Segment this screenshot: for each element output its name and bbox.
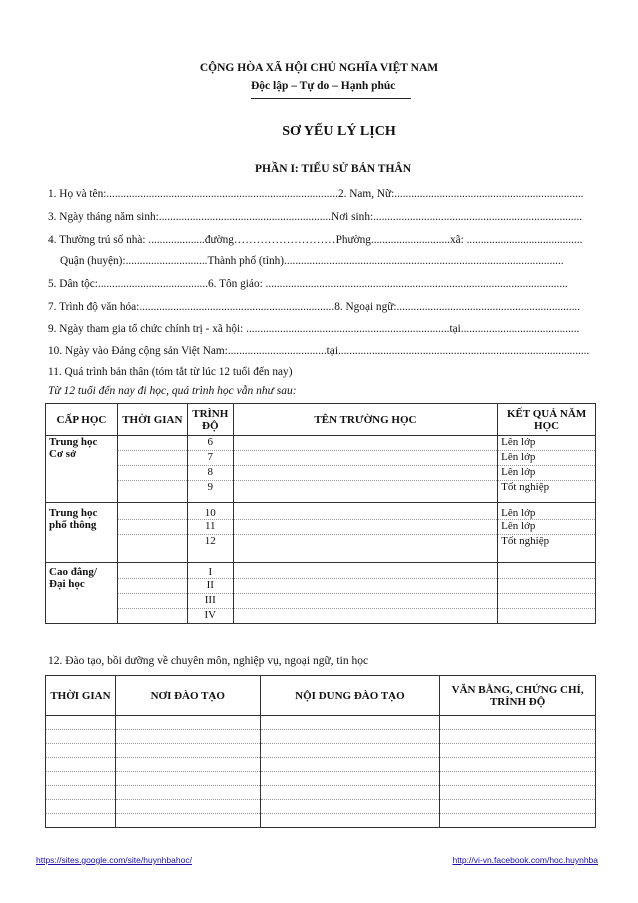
header-result: KẾT QUẢ NĂM HỌC (498, 404, 596, 436)
header-training-content: NỘI DUNG ĐÀO TẠO (260, 676, 440, 716)
result-cell: Lên lớp (498, 503, 596, 520)
training-table (45, 675, 596, 828)
training-cell[interactable] (46, 758, 116, 772)
training-cell[interactable] (46, 786, 116, 800)
training-cell[interactable] (46, 744, 116, 758)
result-cell (498, 594, 596, 609)
header-training-place: NƠI ĐÀO TẠO (115, 676, 260, 716)
training-cell[interactable] (115, 758, 260, 772)
training-cell[interactable] (440, 800, 596, 814)
motto-underline (251, 98, 411, 99)
result-cell: Lên lớp (498, 451, 596, 466)
grade-cell: II (187, 579, 233, 594)
field-party[interactable]: 10. Ngày vào Đảng cộng sản Việt Nam:...................................tại......................................................................................... (48, 345, 590, 357)
header-level: CẤP HỌC (46, 404, 118, 436)
training-cell[interactable] (115, 786, 260, 800)
field-political-org[interactable]: 9. Ngày tham gia tổ chức chính trị - xã hội: ........................................................................tại.......................................... (48, 323, 580, 335)
training-cell[interactable] (115, 800, 260, 814)
training-cell[interactable] (260, 758, 440, 772)
training-cell[interactable] (115, 814, 260, 828)
training-cell[interactable] (260, 716, 440, 730)
time-cell[interactable] (117, 563, 187, 579)
result-cell (498, 609, 596, 624)
training-cell[interactable] (440, 744, 596, 758)
header-school: TÊN TRƯỜNG HỌC (233, 404, 497, 436)
grade-cell: 6 (187, 436, 233, 451)
school-cell[interactable] (233, 520, 497, 535)
section-1-title: PHẦN I: TIỂU SỬ BẢN THÂN (254, 163, 412, 175)
document-title: SƠ YẾU LÝ LỊCH (282, 124, 396, 139)
time-cell[interactable] (117, 466, 187, 481)
training-cell[interactable] (260, 730, 440, 744)
national-motto: Độc lập – Tự do – Hạnh phúc (251, 80, 396, 92)
training-cell[interactable] (440, 814, 596, 828)
time-cell[interactable] (117, 579, 187, 594)
time-cell[interactable] (117, 535, 187, 563)
result-cell: Tốt nghiệp (498, 481, 596, 503)
field-address[interactable]: 4. Thường trú số nhà: ....................đường………………………Phường............................xã: ......................................... (48, 234, 583, 246)
level-cell: Trung học Cơ sở (46, 436, 118, 503)
training-cell[interactable] (440, 772, 596, 786)
result-cell: Tốt nghiệp (498, 535, 596, 563)
grade-cell: 10 (187, 503, 233, 520)
training-cell[interactable] (440, 716, 596, 730)
training-cell[interactable] (115, 772, 260, 786)
school-cell[interactable] (233, 466, 497, 481)
school-cell[interactable] (233, 503, 497, 520)
training-cell[interactable] (46, 814, 116, 828)
header-time: THỜI GIAN (117, 404, 187, 436)
school-cell[interactable] (233, 563, 497, 579)
school-cell[interactable] (233, 436, 497, 451)
field-district[interactable]: Quận (huyện):.............................Thành phố (tỉnh)................................................................................................... (60, 255, 564, 267)
grade-cell: IV (187, 609, 233, 624)
training-cell[interactable] (260, 786, 440, 800)
training-cell[interactable] (115, 730, 260, 744)
country-name: CỘNG HÒA XÃ HỘI CHỦ NGHĨA VIỆT NAM (199, 62, 439, 74)
training-cell[interactable] (260, 814, 440, 828)
footer-link-right[interactable]: http://vi-vn.facebook.com/hoc.huynhba (452, 855, 598, 865)
training-cell[interactable] (440, 786, 596, 800)
training-cell[interactable] (260, 744, 440, 758)
grade-cell: 12 (187, 535, 233, 563)
time-cell[interactable] (117, 503, 187, 520)
school-cell[interactable] (233, 535, 497, 563)
result-cell: Lên lớp (498, 466, 596, 481)
training-cell[interactable] (46, 800, 116, 814)
time-cell[interactable] (117, 451, 187, 466)
training-cell[interactable] (46, 730, 116, 744)
footer-link-left[interactable]: https://sites.google.com/site/huynhbahoc/ (36, 855, 192, 865)
training-cell[interactable] (46, 716, 116, 730)
level-cell: Trung học phổ thông (46, 503, 118, 563)
education-table (45, 403, 596, 624)
training-cell[interactable] (260, 772, 440, 786)
school-cell[interactable] (233, 594, 497, 609)
training-cell[interactable] (440, 730, 596, 744)
field-education-language[interactable]: 7. Trình độ văn hóa:.....................................................................8. Ngoại ngữ:................................................................. (48, 301, 581, 313)
header-training-degree: VĂN BẰNG, CHỨNG CHỈ, TRÌNH ĐỘ (440, 676, 596, 716)
grade-cell: I (187, 563, 233, 579)
training-cell[interactable] (440, 758, 596, 772)
result-cell: Lên lớp (498, 436, 596, 451)
training-cell[interactable] (46, 772, 116, 786)
field-name-gender[interactable]: 1. Họ và tên:..................................................................................2. Nam, Nữ:................................................................... (48, 188, 584, 200)
school-cell[interactable] (233, 609, 497, 624)
field-ethnic-religion[interactable]: 5. Dân tộc:.......................................6. Tôn giáo: ........................................................................................................... (48, 278, 568, 290)
time-cell[interactable] (117, 436, 187, 451)
result-cell: Lên lớp (498, 520, 596, 535)
school-cell[interactable] (233, 481, 497, 503)
section-12-title: 12. Đào tạo, bồi dưỡng về chuyên môn, nghiệp vụ, ngoại ngữ, tin học (48, 655, 369, 667)
level-cell: Cao đẳng/ Đại học (46, 563, 118, 624)
grade-cell: III (187, 594, 233, 609)
time-cell[interactable] (117, 520, 187, 535)
grade-cell: 11 (187, 520, 233, 535)
time-cell[interactable] (117, 609, 187, 624)
time-cell[interactable] (117, 481, 187, 503)
school-cell[interactable] (233, 579, 497, 594)
time-cell[interactable] (117, 594, 187, 609)
grade-cell: 7 (187, 451, 233, 466)
grade-cell: 9 (187, 481, 233, 503)
school-cell[interactable] (233, 451, 497, 466)
result-cell (498, 579, 596, 594)
grade-cell: 8 (187, 466, 233, 481)
training-cell[interactable] (115, 744, 260, 758)
header-training-time: THỜI GIAN (46, 676, 116, 716)
result-cell (498, 563, 596, 579)
education-intro: Từ 12 tuổi đến nay đi học, quá trình học vẫn như sau: (48, 385, 297, 397)
field-history: 11. Quá trình bản thân (tóm tắt từ lúc 12 tuổi đến nay) (48, 366, 293, 378)
training-cell[interactable] (260, 800, 440, 814)
training-cell[interactable] (115, 716, 260, 730)
header-grade: TRÌNH ĐỘ (187, 404, 233, 436)
field-birth[interactable]: 3. Ngày tháng năm sinh:.............................................................Nơi sinh:.......................................................................... (48, 211, 583, 223)
